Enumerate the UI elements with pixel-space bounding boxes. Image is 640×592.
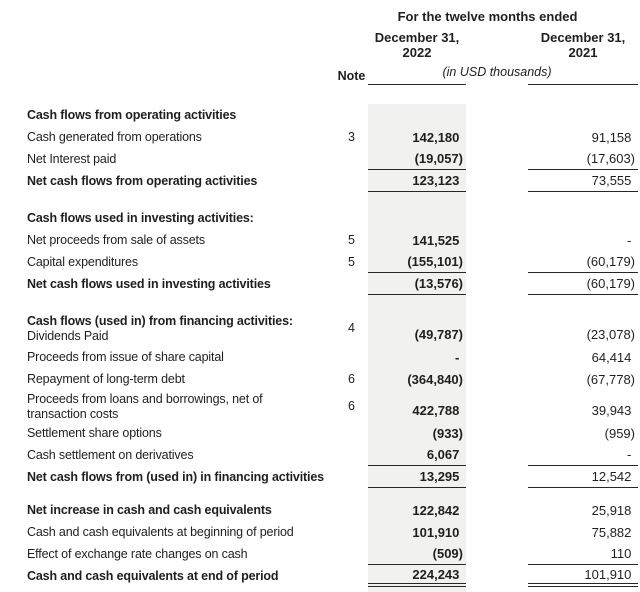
- spacer-row: [0, 488, 640, 499]
- section-heading: Cash flows (used in) from financing activities:: [27, 313, 293, 328]
- total-label: Net cash flows used in investing activities: [27, 277, 271, 291]
- value-2022: 13,295: [368, 466, 466, 488]
- table-row: [0, 251, 640, 273]
- table-row: [0, 368, 640, 390]
- value-2021: (23,078): [586, 327, 635, 342]
- note-cell: 5: [348, 233, 355, 247]
- value-2022: 101,910: [368, 521, 466, 543]
- value-2022: 122,842: [368, 499, 466, 521]
- total-label: Cash and cash equivalents at end of period: [27, 569, 279, 583]
- row-label: Cash generated from operations: [27, 130, 202, 144]
- date-2021-line2: 2021: [568, 45, 598, 60]
- row-label: Net proceeds from sale of assets: [27, 233, 205, 247]
- value-2021: 91,158: [591, 129, 635, 145]
- total-row: [0, 565, 640, 587]
- spacer-row: [0, 85, 640, 104]
- section-heading: Cash flows used in investing activities:: [27, 211, 254, 225]
- row-label: Cash and cash equivalents at beginning of period: [27, 525, 294, 539]
- period-header: For the twelve months ended: [397, 9, 578, 24]
- value-2021: (959): [604, 425, 635, 441]
- row-label: Effect of exchange rate changes on cash: [27, 547, 248, 561]
- note-cell: 4: [348, 320, 355, 335]
- value-2021: 73,555: [528, 170, 638, 192]
- row-label: [0, 309, 335, 346]
- value-2021: (67,778): [586, 371, 635, 387]
- value-2022: 6,067: [368, 444, 466, 466]
- units-note: (in USD thousands): [442, 65, 552, 79]
- note-column-header: Note: [337, 69, 366, 83]
- row-label: Repayment of long-term debt: [27, 372, 185, 386]
- row-label-line1: Proceeds from loans and borrowings, net of: [27, 392, 263, 406]
- row-label-line2: Dividends Paid: [27, 328, 109, 343]
- units-header-row: [0, 60, 640, 85]
- spacer-row: [0, 192, 640, 207]
- value-2021: (17,603): [528, 148, 638, 170]
- table-row: [0, 521, 640, 543]
- value-2022: 224,243: [368, 565, 466, 587]
- section-heading: Cash flows from operating activities: [27, 108, 237, 122]
- date-header-2021: [528, 26, 638, 60]
- value-2021: (60,179): [528, 251, 638, 273]
- value-2021: 110: [528, 543, 638, 565]
- total-label: Net increase in cash and cash equivalents: [27, 503, 272, 517]
- value-2022: 422,788: [368, 390, 466, 422]
- value-2022: 123,123: [368, 170, 466, 192]
- table-row: [0, 148, 640, 170]
- section-row: [0, 207, 640, 229]
- table-row: [0, 309, 640, 346]
- note-cell: 5: [348, 255, 355, 269]
- date-header-2022: [368, 26, 466, 60]
- total-row: [0, 499, 640, 521]
- table-row: [0, 126, 640, 148]
- value-2022: (155,101): [368, 251, 466, 273]
- row-label-line2: transaction costs: [27, 407, 119, 421]
- value-2021: 25,918: [591, 502, 635, 518]
- date-2022-line2: 2022: [402, 45, 432, 60]
- value-2021: 101,910: [528, 565, 638, 587]
- value-2021: -: [528, 444, 638, 466]
- value-2022: (49,787): [368, 309, 466, 346]
- table-row: [0, 229, 640, 251]
- row-label: Proceeds from issue of share capital: [27, 350, 224, 364]
- value-2021: -: [627, 232, 635, 248]
- row-label: [0, 390, 335, 422]
- table-row: [0, 390, 640, 422]
- value-2022: (933): [368, 422, 466, 444]
- spacer-row: [0, 295, 640, 309]
- value-2022: 142,180: [368, 126, 466, 148]
- row-label: Capital expenditures: [27, 255, 138, 269]
- note-cell: 3: [348, 130, 355, 144]
- value-2021: 75,882: [591, 524, 635, 540]
- value-2021: (60,179): [528, 273, 638, 295]
- table-row: [0, 543, 640, 565]
- row-label: Settlement share options: [27, 426, 162, 440]
- period-header-row: [0, 0, 640, 26]
- date-header-row: [0, 26, 640, 60]
- value-2021: 64,414: [591, 349, 635, 365]
- date-2021-line1: December 31,: [540, 30, 626, 45]
- table-row: [0, 422, 640, 444]
- section-row: [0, 104, 640, 126]
- value-2022: -: [368, 346, 466, 368]
- total-row: [0, 273, 640, 295]
- value-2022: (19,057): [368, 148, 466, 170]
- value-2022: (364,840): [368, 368, 466, 390]
- date-2022-line1: December 31,: [374, 30, 460, 45]
- total-label: Net cash flows from (used in) in financing activities: [27, 470, 324, 484]
- total-row: [0, 466, 640, 488]
- value-2022: (509): [368, 543, 466, 565]
- value-2021: 12,542: [528, 466, 638, 488]
- total-row: [0, 170, 640, 192]
- note-cell: 6: [348, 372, 355, 386]
- total-label: Net cash flows from operating activities: [27, 174, 258, 188]
- value-2022: 141,525: [368, 229, 466, 251]
- table-row: [0, 444, 640, 466]
- table-row: [0, 346, 640, 368]
- note-cell: 6: [348, 399, 355, 413]
- value-2021: 39,943: [591, 403, 635, 418]
- row-label: Net Interest paid: [27, 152, 117, 166]
- value-2022: (13,576): [368, 273, 466, 295]
- spacer-row: [0, 587, 640, 592]
- row-label: Cash settlement on derivatives: [27, 448, 194, 462]
